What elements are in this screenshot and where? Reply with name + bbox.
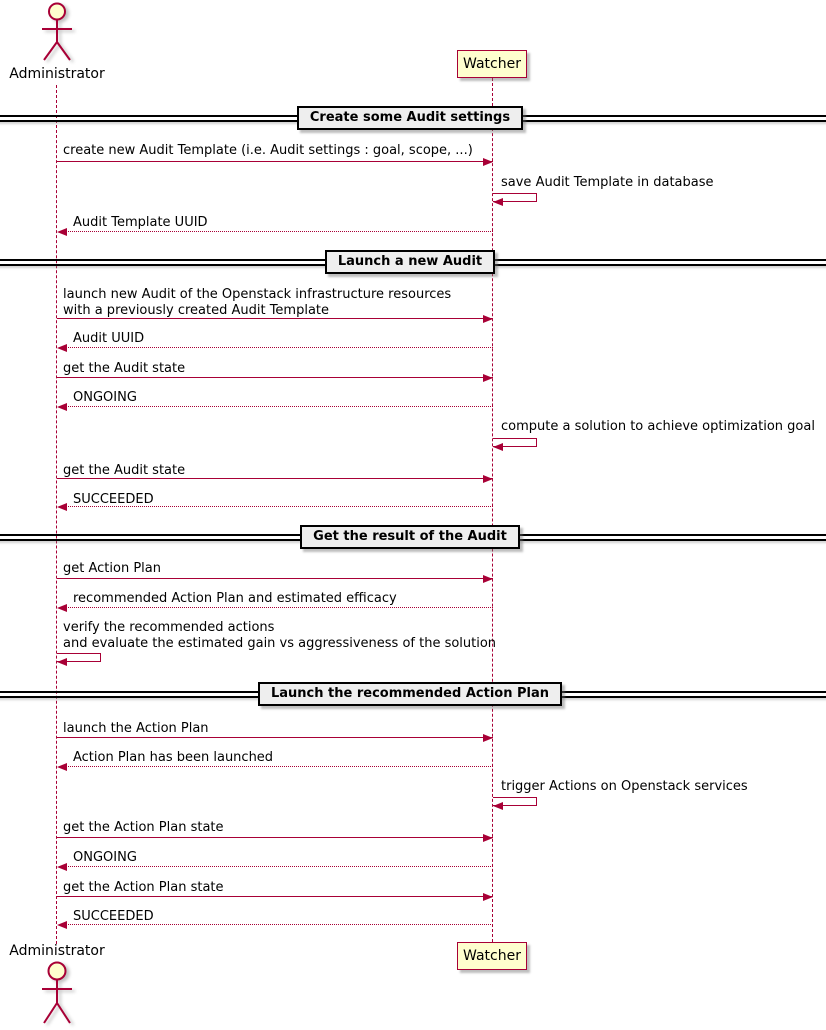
message-arrow-solid	[57, 377, 493, 378]
message-text	[73, 850, 137, 866]
actor-stick-figure-icon	[39, 959, 75, 1030]
message-arrow-solid	[57, 837, 493, 838]
message-text	[501, 779, 748, 795]
message-arrow-dotted	[66, 347, 493, 348]
message-text-line: launch new Audit of the Openstack infrastructure resources	[63, 287, 452, 302]
message-arrow-dotted	[66, 231, 493, 232]
message-text-line: get Action Plan	[63, 561, 161, 576]
arrowhead-left	[57, 503, 67, 511]
message-arrow-solid	[57, 578, 493, 579]
message-text-line: get the Audit state	[63, 463, 186, 478]
divider-title: Launch the recommended Action Plan	[258, 682, 562, 706]
arrowhead-left	[57, 921, 67, 929]
arrowhead-right	[483, 734, 493, 742]
message-arrow-dotted	[66, 607, 493, 608]
arrowhead-right	[483, 834, 493, 842]
message-text-line: trigger Actions on Openstack services	[501, 779, 748, 794]
message-arrow-solid	[57, 161, 493, 162]
arrowhead-left	[493, 802, 503, 810]
arrowhead-left	[493, 443, 503, 451]
message-text-line: ONGOING	[73, 390, 137, 405]
administrator-label-bottom: Administrator	[9, 943, 105, 959]
message-arrow-dotted	[66, 406, 493, 407]
actor-stick-figure-icon	[39, 2, 75, 62]
message-text-line: save Audit Template in database	[501, 175, 714, 190]
message-text-line: Audit UUID	[73, 331, 145, 346]
divider-title: Create some Audit settings	[297, 106, 523, 130]
arrowhead-right	[483, 315, 493, 323]
message-arrow-dotted	[66, 924, 493, 925]
divider-title: Launch a new Audit	[325, 250, 495, 274]
arrowhead-right	[483, 575, 493, 583]
message-text	[501, 419, 815, 435]
message-arrow-solid	[57, 896, 493, 897]
section-divider	[0, 524, 820, 549]
watcher-lifeline	[492, 78, 493, 942]
message-text-line: get the Action Plan state	[63, 880, 224, 895]
message-text	[501, 175, 714, 191]
message-arrow-dotted	[66, 766, 493, 767]
message-text	[73, 750, 273, 766]
message-text-line: launch the Action Plan	[63, 721, 209, 736]
arrowhead-left	[57, 403, 67, 411]
message-text-line: recommended Action Plan and estimated efficacy	[73, 591, 397, 606]
message-text	[73, 909, 154, 925]
message-text	[63, 721, 209, 737]
message-text-line: Audit Template UUID	[73, 215, 208, 230]
message-text-line: ONGOING	[73, 850, 137, 865]
message-text	[63, 287, 451, 318]
message-arrow-dotted	[66, 866, 493, 867]
message-text-line: verify the recommended actions	[63, 620, 275, 635]
message-text	[63, 463, 185, 479]
arrowhead-left	[57, 863, 67, 871]
arrowhead-left	[57, 228, 67, 236]
message-arrow-solid	[57, 318, 493, 319]
message-text	[63, 561, 161, 577]
message-text	[73, 331, 144, 347]
watcher-participant-bottom	[457, 942, 527, 970]
message-text	[73, 390, 137, 406]
arrowhead-right	[483, 893, 493, 901]
administrator-actor-bottom	[2, 943, 112, 1030]
message-arrow-dotted	[66, 506, 493, 507]
arrowhead-right	[483, 475, 493, 483]
message-text-line: with a previously created Audit Template	[63, 302, 330, 318]
arrowhead-left	[57, 658, 67, 666]
message-text	[63, 620, 496, 651]
arrowhead-left	[57, 763, 67, 771]
message-text-line: compute a solution to achieve optimization goal	[501, 419, 815, 434]
administrator-actor-top	[2, 2, 112, 82]
section-divider	[0, 249, 820, 274]
message-arrow-solid	[57, 737, 493, 738]
arrowhead-right	[483, 374, 493, 382]
message-text-line: get the Audit state	[63, 361, 186, 376]
divider-title: Get the result of the Audit	[300, 525, 520, 549]
message-text	[63, 820, 224, 836]
message-text-line: Action Plan has been launched	[73, 750, 274, 765]
arrowhead-left	[57, 604, 67, 612]
message-text-line: create new Audit Template (i.e. Audit settings : goal, scope, ...)	[63, 143, 473, 158]
section-divider	[0, 105, 820, 130]
message-text	[63, 880, 224, 896]
message-text	[63, 361, 185, 377]
message-text	[63, 143, 473, 159]
arrowhead-right	[483, 158, 493, 166]
arrowhead-left	[493, 198, 503, 206]
message-text	[73, 215, 208, 231]
administrator-label-top: Administrator	[9, 66, 105, 82]
message-text-line: SUCCEEDED	[73, 492, 154, 507]
message-text	[73, 591, 397, 607]
watcher-label-bottom: Watcher	[463, 948, 521, 964]
arrowhead-left	[57, 344, 67, 352]
watcher-participant-top	[457, 50, 527, 78]
watcher-label-top: Watcher	[463, 56, 521, 72]
message-text-line: SUCCEEDED	[73, 909, 154, 924]
message-text-line: get the Action Plan state	[63, 820, 224, 835]
administrator-lifeline	[56, 85, 57, 944]
section-divider	[0, 681, 820, 706]
message-text-line: and evaluate the estimated gain vs aggressiveness of the solution	[63, 635, 497, 651]
message-arrow-solid	[57, 478, 493, 479]
